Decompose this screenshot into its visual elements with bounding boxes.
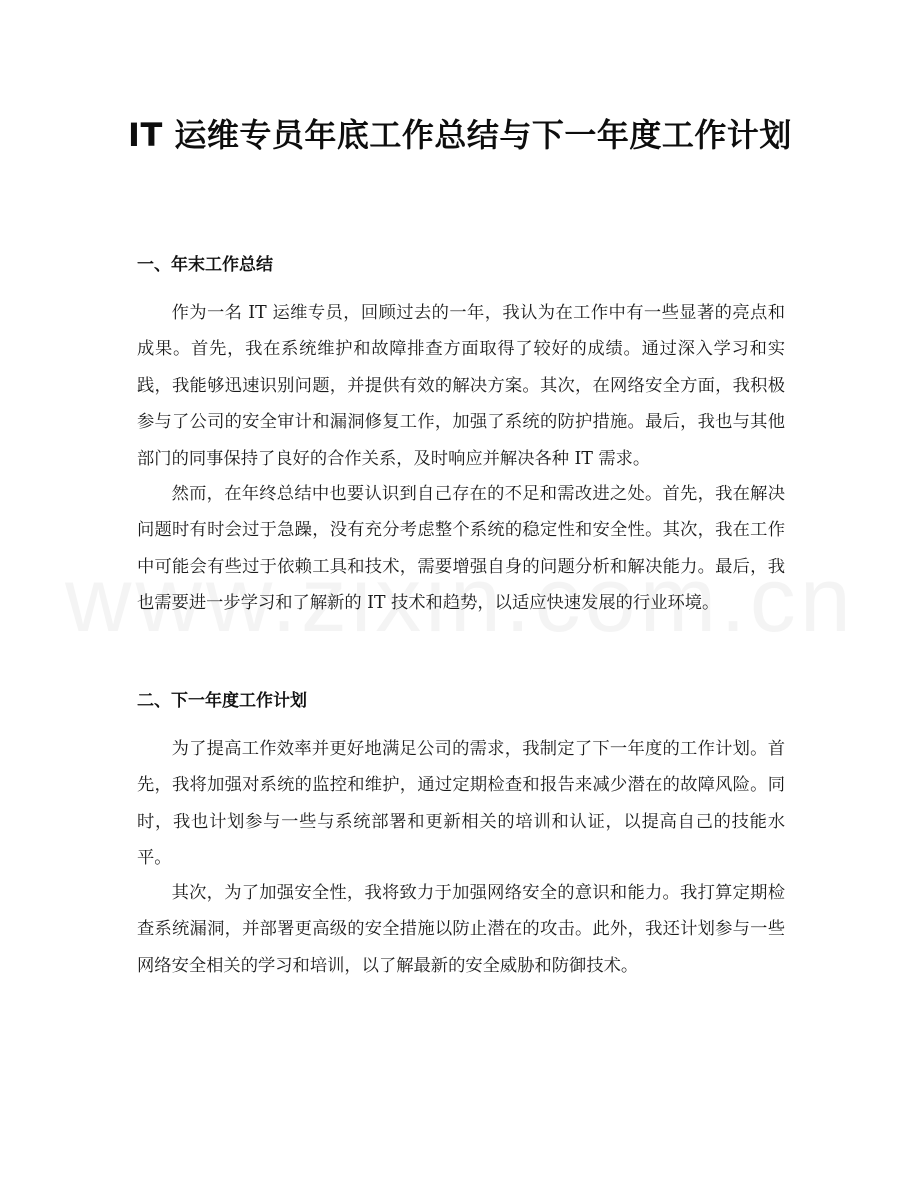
section-heading-plan: 二、下一年度工作计划 [137, 691, 307, 711]
paragraph-plan-1: 为了提高工作效率并更好地满足公司的需求，我制定了下一年度的工作计划。首先，我将加强对系统的监控和维护，通过定期检查和报告来减少潜在的故障风险。同时，我也计划参与一些与系统部署和更新相关的培训和认证，以提高自己的技能水平。 [137, 739, 785, 869]
paragraph-plan-2: 其次，为了加强安全性，我将致力于加强网络安全的意识和能力。我打算定期检查系统漏洞，并部署更高级的安全措施以防止潜在的攻击。此外，我还计划参与一些网络安全相关的学习和培训，以了解最新的安全威胁和防御技术。 [137, 883, 785, 976]
section-heading-summary: 一、年末工作总结 [137, 255, 273, 275]
paragraph-summary-2: 然而，在年终总结中也要认识到自己存在的不足和需改进之处。首先，我在解决问题时有时会过于急躁，没有充分考虑整个系统的稳定性和安全性。其次，我在工作中可能会有些过于依赖工具和技术，需要增强自身的问题分析和解决能力。最后，我也需要进一步学习和了解新的 IT 技术和趋势，以适应快速发展的行业环境。 [137, 484, 785, 614]
document-title: IT 运维专员年底工作总结与下一年度工作计划 [128, 116, 792, 154]
paragraph-summary-1: 作为一名 IT 运维专员，回顾过去的一年，我认为在工作中有一些显著的亮点和成果。首先，我在系统维护和故障排查方面取得了较好的成绩。通过深入学习和实践，我能够迅速识别问题，并提供有效的解决方案。其次，在网络安全方面，我积极参与了公司的安全审计和漏洞修复工作，加强了系统的防护措施。最后，我也与其他部门的同事保持了良好的合作关系，及时响应并解决各种 IT 需求。 [137, 303, 785, 469]
